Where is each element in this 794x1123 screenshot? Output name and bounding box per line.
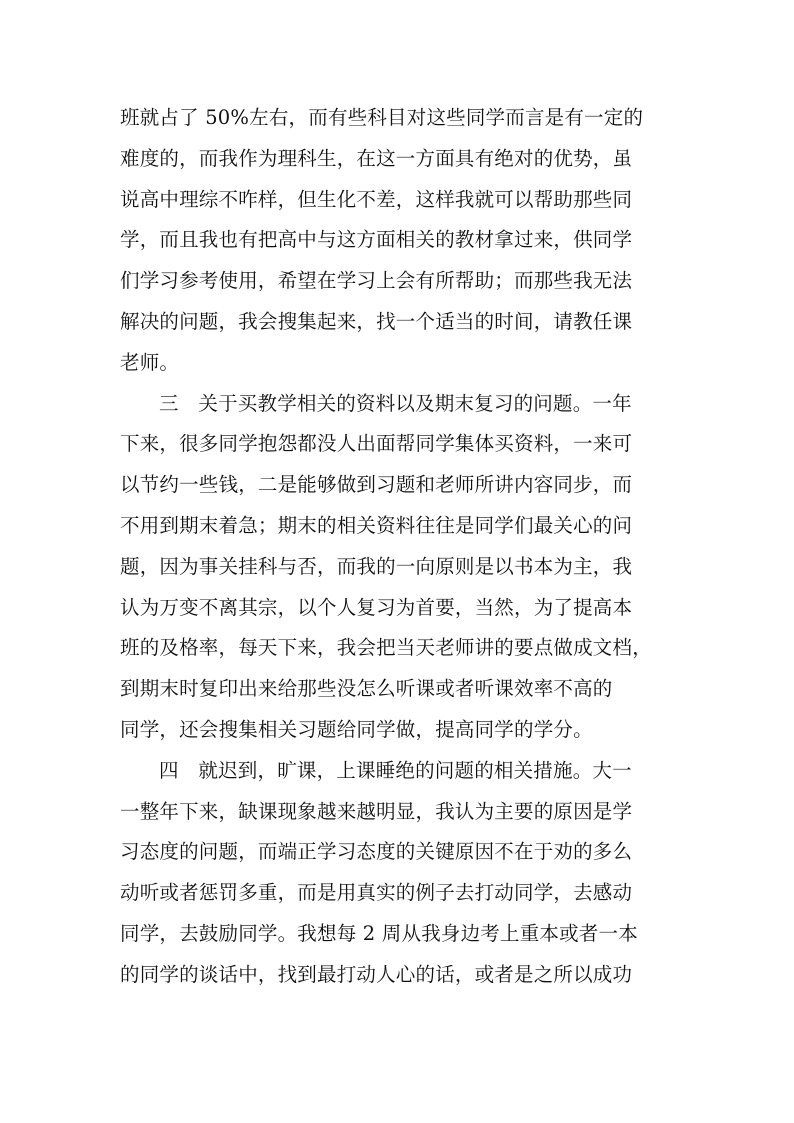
text-line: 下来，很多同学抱怨都没人出面帮同学集体买资料，一来可 bbox=[120, 432, 633, 456]
text-line: 班的及格率，每天下来，我会把当天老师讲的要点做成文档， bbox=[120, 636, 652, 660]
text-line: 们学习参考使用，希望在学习上会有所帮助；而那些我无法 bbox=[120, 269, 633, 293]
text-line: 解决的问题，我会搜集起来，找一个适当的时间，请教任课 bbox=[120, 309, 633, 333]
text-line: 习态度的问题，而端正学习态度的关键原因不在于劝的多么 bbox=[120, 840, 633, 864]
text-line: 动听或者惩罚多重，而是用真实的例子去打动同学，去感动 bbox=[120, 881, 633, 905]
text-line: 题，因为事关挂科与否，而我的一向原则是以书本为主，我 bbox=[120, 554, 633, 578]
text-line: 以节约一些钱，二是能够做到习题和老师所讲内容同步，而 bbox=[120, 473, 633, 497]
text-line: 学，而且我也有把高中与这方面相关的教材拿过来，供同学 bbox=[120, 228, 633, 252]
text-line: 一整年下来，缺课现象越来越明显，我认为主要的原因是学 bbox=[120, 799, 633, 823]
document-body-text bbox=[120, 98, 676, 996]
text-line: 不用到期末着急；期末的相关资料往往是同学们最关心的问 bbox=[120, 513, 633, 537]
section-four-heading-line: 四 就迟到，旷课，上课睡绝的问题的相关措施。大一 bbox=[159, 758, 632, 782]
text-line: 老师。 bbox=[120, 350, 180, 374]
text-line: 认为万变不离其宗，以个人复习为首要，当然，为了提高本 bbox=[120, 595, 633, 619]
text-line: 说高中理综不咋样，但生化不差，这样我就可以帮助那些同 bbox=[120, 187, 633, 211]
text-line: 同学，去鼓励同学。我想每 2 周从我身边考上重本或者一本 bbox=[120, 921, 638, 945]
text-line: 的同学的谈话中，找到最打动人心的话，或者是之所以成功 bbox=[120, 962, 633, 986]
text-line: 班就占了 50%左右，而有些科目对这些同学而言是有一定的 bbox=[120, 106, 644, 129]
text-line: 难度的，而我作为理科生，在这一方面具有绝对的优势，虽 bbox=[120, 146, 633, 170]
text-line: 到期末时复印出来给那些没怎么听课或者听课效率不高的 bbox=[120, 677, 613, 701]
text-line: 同学，还会搜集相关习题给同学做，提高同学的学分。 bbox=[120, 717, 593, 741]
section-three-heading-line: 三 关于买教学相关的资料以及期末复习的问题。一年 bbox=[159, 391, 632, 415]
